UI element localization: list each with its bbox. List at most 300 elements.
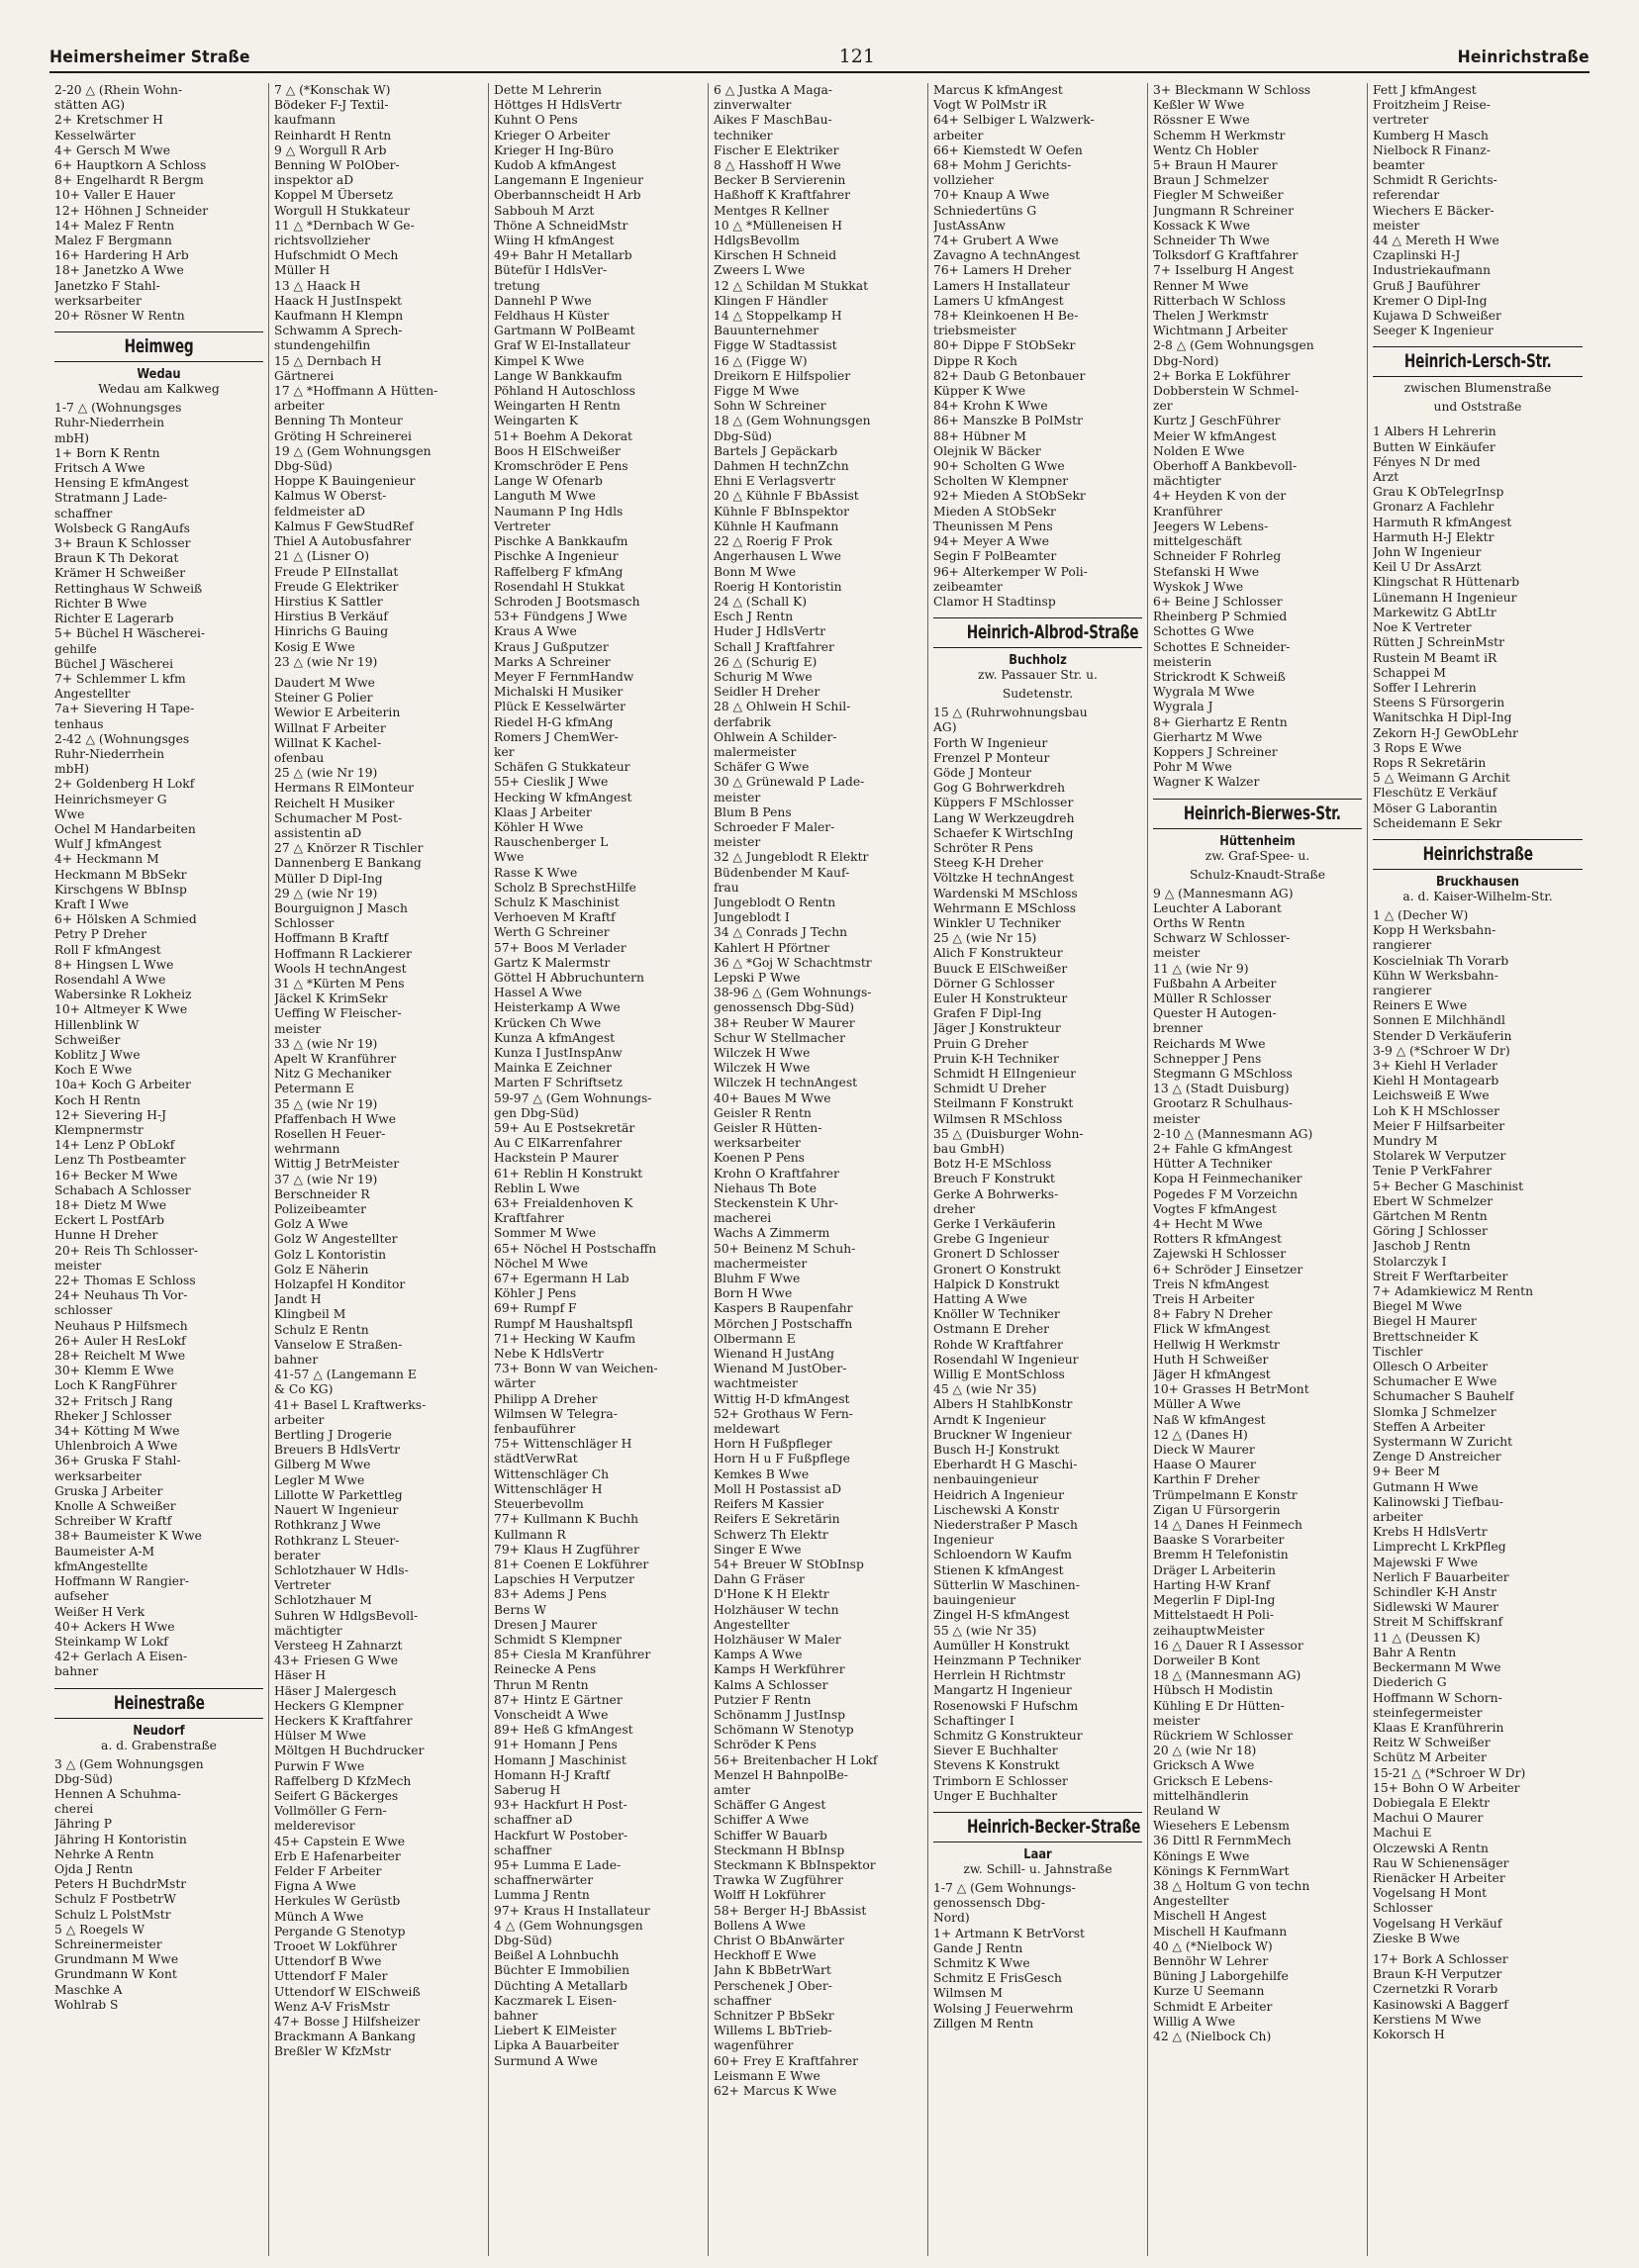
resident-entry: Kraft I Wwe bbox=[54, 897, 130, 911]
resident-entry: Dresen J Maurer bbox=[494, 1617, 598, 1632]
resident-entry: 75+ Wittenschläger H bbox=[494, 1437, 632, 1452]
resident-entry: Haase O Maurer bbox=[1153, 1458, 1256, 1472]
resident-entry: Kurze U Seemann bbox=[1153, 1984, 1265, 1999]
resident-entry: Halpick D Konstrukt bbox=[933, 1276, 1060, 1291]
resident-entry: Angestellter bbox=[1153, 1894, 1229, 1909]
resident-entry: 66+ Kiemstedt W Oefen bbox=[933, 142, 1083, 157]
resident-entry: Kahlert H Pförtner bbox=[714, 940, 830, 955]
resident-entry: Kopa H Feinmechaniker bbox=[1153, 1172, 1302, 1186]
resident-entry: Gerke A Bohrwerks- bbox=[933, 1186, 1059, 1201]
resident-entry: malermeister bbox=[714, 744, 797, 759]
resident-entry: Leuchter A Laborant bbox=[1153, 900, 1282, 915]
resident-entry: Heckhoff E Wwe bbox=[714, 1948, 817, 1963]
resident-entry: Gronert D Schlosser bbox=[933, 1247, 1060, 1262]
resident-entry: Mangartz H Ingenieur bbox=[933, 1683, 1072, 1698]
resident-entry: Butten W Einkäufer bbox=[1373, 439, 1495, 454]
resident-entry: Fett J kfmAngest bbox=[1373, 83, 1477, 97]
resident-entry: Ruhr-Niederrhein bbox=[54, 746, 165, 761]
resident-entry: assistentin aD bbox=[274, 825, 362, 840]
resident-entry: Wienand M JustOber- bbox=[714, 1362, 847, 1376]
resident-entry: Stienen K kfmAngest bbox=[933, 1562, 1064, 1577]
resident-entry: Roerig H Kontoristin bbox=[714, 579, 842, 594]
resident-entry: Wilmsen M bbox=[933, 1986, 1003, 2001]
resident-entry: arbeiter bbox=[933, 128, 984, 142]
resident-entry: Dahmen H technZchn bbox=[714, 459, 849, 474]
resident-entry: Kopp H Werksbahn- bbox=[1373, 923, 1496, 938]
resident-entry: Riedel H-G kfmAng bbox=[494, 714, 614, 729]
resident-entry: Naumann P Ing Hdls bbox=[494, 504, 624, 519]
resident-entry: Stegmann G MSchloss bbox=[1153, 1066, 1293, 1081]
resident-entry: zer bbox=[1153, 399, 1173, 414]
resident-entry: Figna A Wwe bbox=[274, 1879, 356, 1894]
resident-entry: Soffer I Lehrerin bbox=[1373, 680, 1477, 695]
resident-entry: Kiehl H Montagearb bbox=[1373, 1074, 1499, 1088]
column bbox=[1368, 83, 1588, 2256]
street-heading bbox=[933, 1812, 1142, 1843]
resident-entry: Stefanski H Wwe bbox=[1153, 564, 1260, 579]
resident-entry: meister bbox=[1153, 1713, 1201, 1728]
resident-entry: 22 △ Roerig F Prok bbox=[714, 534, 832, 549]
resident-entry: Kalmus W Oberst- bbox=[274, 489, 387, 504]
resident-entry: 7+ Isselburg H Angest bbox=[1153, 263, 1295, 278]
resident-entry: Bruckner W Ingenieur bbox=[933, 1427, 1072, 1442]
resident-entry: Büchel J Wäscherei bbox=[54, 656, 174, 671]
street-location-note: Sudetenstr. bbox=[1002, 687, 1074, 702]
resident-entry: Schönamm J JustInsp bbox=[714, 1707, 846, 1722]
resident-entry: Czaplinski H-J bbox=[1373, 248, 1461, 263]
resident-entry: Gande J Rentn bbox=[933, 1940, 1023, 1955]
resident-entry: Schröder K Pens bbox=[714, 1738, 817, 1752]
resident-entry: Jungeblodt I bbox=[714, 910, 790, 925]
resident-entry: Esch J Rentn bbox=[714, 610, 794, 624]
resident-entry: Raffelberg D KfzMech bbox=[274, 1773, 412, 1788]
resident-entry: Aikes F MaschBau- bbox=[714, 113, 832, 128]
resident-entry: mittelhändlerin bbox=[1153, 1788, 1249, 1803]
resident-entry: Jäger J Konstrukteur bbox=[933, 1021, 1061, 1036]
resident-entry: 6+ Hölsken A Schmied bbox=[54, 912, 197, 927]
resident-entry: Kunza I JustInspAnw bbox=[494, 1046, 623, 1060]
resident-entry: Golz E Näherin bbox=[274, 1262, 369, 1276]
resident-entry: 5+ Braun H Maurer bbox=[1153, 158, 1278, 173]
resident-entry: Schottes G Wwe bbox=[1153, 624, 1255, 639]
resident-entry: Nebe K HdlsVertr bbox=[494, 1347, 604, 1362]
resident-entry: Mundry M bbox=[1373, 1133, 1438, 1148]
resident-entry: Lamers U kfmAngest bbox=[933, 293, 1064, 308]
resident-entry: 38+ Baumeister K Wwe bbox=[54, 1529, 202, 1544]
resident-entry: beamter bbox=[1373, 158, 1425, 173]
resident-entry: Petry P Dreher bbox=[54, 927, 146, 942]
resident-entry: Wilczek H Wwe bbox=[714, 1061, 811, 1076]
resident-entry: Jähring P bbox=[54, 1817, 112, 1832]
resident-entry: Hackstein P Maurer bbox=[494, 1151, 619, 1166]
resident-entry: Hellwig H Werkmstr bbox=[1153, 1337, 1280, 1352]
resident-entry: Blum B Pens bbox=[714, 804, 792, 819]
resident-entry: Rothkranz J Wwe bbox=[274, 1518, 381, 1533]
street-heading bbox=[54, 331, 263, 362]
resident-entry: Bourguignon J Masch bbox=[274, 900, 408, 915]
resident-entry: Schwarz W Schlosser- bbox=[1153, 931, 1291, 946]
resident-entry: Dörner G Schlosser bbox=[933, 976, 1055, 991]
resident-entry: 52+ Grothaus W Fern- bbox=[714, 1406, 853, 1421]
resident-entry: Feldhaus H Küster bbox=[494, 309, 610, 324]
resident-entry: Aumüller H Konstrukt bbox=[933, 1638, 1070, 1653]
resident-entry: Dahn G Fräser bbox=[714, 1572, 805, 1587]
resident-entry: 62+ Marcus K Wwe bbox=[714, 2084, 837, 2099]
resident-entry: genossensch Dbg-Süd) bbox=[714, 1000, 855, 1015]
resident-entry: 38+ Reuber W Maurer bbox=[714, 1015, 855, 1030]
resident-entry: Vertreter bbox=[274, 1578, 332, 1593]
resident-entry: Freude P ElInstallat bbox=[274, 564, 399, 579]
resident-entry: feldmeister aD bbox=[274, 504, 366, 519]
resident-entry: Rotters R kfmAngest bbox=[1153, 1232, 1282, 1247]
resident-entry: Klempnermstr bbox=[54, 1123, 144, 1137]
resident-entry: Willig A Wwe bbox=[1153, 2014, 1236, 2029]
resident-entry: 82+ Daub G Betonbauer bbox=[933, 368, 1086, 383]
resident-entry: meisterin bbox=[1153, 654, 1212, 669]
resident-entry: Maschke A bbox=[54, 1982, 123, 1997]
resident-entry: Breuers B HdlsVertr bbox=[274, 1443, 400, 1458]
resident-entry: schaffner bbox=[54, 506, 113, 520]
resident-entry: Lipka A Bauarbeiter bbox=[494, 2038, 620, 2053]
resident-entry: 70+ Knaup A Wwe bbox=[933, 188, 1050, 203]
resident-entry: 15 △ Dernbach H bbox=[274, 353, 382, 368]
resident-entry: Tolksdorf G Kraftfahrer bbox=[1153, 248, 1299, 263]
resident-entry: Heckers K Kraftfahrer bbox=[274, 1713, 413, 1728]
resident-entry: Dobiegala E Elektr bbox=[1373, 1795, 1491, 1810]
resident-entry: Schroeder F Maler- bbox=[714, 819, 835, 834]
resident-entry: 3+ Kiehl H Verlader bbox=[1373, 1058, 1498, 1073]
resident-entry: Kalmus F GewStudRef bbox=[274, 519, 414, 533]
resident-entry: Sütterlin W Maschinen- bbox=[933, 1577, 1080, 1592]
resident-entry: Gog G Bohrwerkdreh bbox=[933, 781, 1066, 796]
resident-entry: Weingarten K bbox=[494, 414, 579, 428]
resident-entry: Geisler R Rentn bbox=[714, 1105, 812, 1120]
resident-entry: 2-20 △ (Rhein Wohn- bbox=[54, 83, 183, 97]
resident-entry: Kromschröder E Pens bbox=[494, 459, 628, 474]
resident-entry: tenhaus bbox=[54, 716, 104, 731]
resident-entry: 59+ Au E Postsekretär bbox=[494, 1121, 635, 1136]
resident-entry: Frenzel P Monteur bbox=[933, 750, 1050, 765]
resident-entry: frau bbox=[714, 880, 739, 895]
resident-entry: 8+ Hingsen L Wwe bbox=[54, 957, 174, 972]
resident-entry: gen Dbg-Süd) bbox=[494, 1105, 579, 1120]
resident-entry: Rops R Sekretärin bbox=[1373, 755, 1487, 770]
resident-entry: 96+ Alterkemper W Poli- bbox=[933, 564, 1088, 579]
resident-entry: Zillgen M Rentn bbox=[933, 2016, 1034, 2031]
resident-entry: Flick W kfmAngest bbox=[1153, 1322, 1271, 1337]
street-location-note: Wedau am Kalkweg bbox=[98, 382, 220, 397]
resident-entry: 17 △ *Hoffmann A Hütten- bbox=[274, 384, 438, 399]
resident-entry: Alich F Konstrukteur bbox=[933, 946, 1063, 961]
resident-entry: 1-7 △ (Gem Wohnungs- bbox=[933, 1880, 1076, 1895]
resident-entry: 7 △ (*Konschak W) bbox=[274, 83, 391, 97]
resident-entry: 44 △ Mereth H Wwe bbox=[1373, 234, 1499, 248]
resident-entry: stätten AG) bbox=[54, 98, 126, 113]
resident-entry: Figge M Wwe bbox=[714, 384, 800, 399]
resident-entry: Gutmann H Wwe bbox=[1373, 1479, 1479, 1494]
resident-entry: 15-21 △ (*Schroer W Dr) bbox=[1373, 1765, 1526, 1780]
resident-entry: Vogelsang H Verkäuf bbox=[1373, 1916, 1502, 1931]
resident-entry: Dorweiler B Kont bbox=[1153, 1653, 1260, 1667]
street-heading bbox=[933, 617, 1142, 648]
resident-entry: 9+ Beer M bbox=[1373, 1465, 1441, 1479]
resident-entry: Wools H technAngest bbox=[274, 961, 407, 976]
resident-entry: meister bbox=[54, 1258, 102, 1273]
column bbox=[269, 83, 489, 2256]
resident-entry: 2+ Goldenberg H Lokf bbox=[54, 777, 195, 792]
resident-entry: 68+ Mohm J Gerichts- bbox=[933, 158, 1072, 173]
resident-entry: 4+ Gersch M Wwe bbox=[54, 142, 170, 157]
resident-entry: Schmidt U Dreher bbox=[933, 1082, 1046, 1096]
resident-entry: Marten F Schriftsetz bbox=[494, 1076, 623, 1090]
resident-entry: Schappei M bbox=[1373, 665, 1447, 680]
resident-entry: 1+ Artmann K BetrVorst bbox=[933, 1926, 1085, 1940]
resident-entry: Braun K-H Verputzer bbox=[1373, 1967, 1502, 1982]
resident-entry: bahner bbox=[494, 2009, 538, 2023]
resident-entry: städtVerwRat bbox=[494, 1452, 578, 1466]
resident-entry: Pfaffenbach H Wwe bbox=[274, 1111, 397, 1126]
resident-entry: Treis H Arbeiter bbox=[1153, 1292, 1255, 1307]
resident-entry: Moll H Postassist aD bbox=[714, 1481, 842, 1496]
resident-entry: 56+ Breitenbacher H Lokf bbox=[714, 1752, 878, 1767]
resident-entry: Harting H-W Kranf bbox=[1153, 1577, 1271, 1592]
resident-entry: Bauunternehmer bbox=[714, 324, 820, 338]
resident-entry: Haack H JustInspekt bbox=[274, 293, 402, 308]
resident-entry: Schemm H Werkmstr bbox=[1153, 128, 1286, 142]
resident-entry: Jäckel K KrimSekr bbox=[274, 992, 388, 1006]
resident-entry: Rössner E Wwe bbox=[1153, 113, 1250, 128]
resident-entry: Michalski H Musiker bbox=[494, 685, 624, 700]
resident-entry: meister bbox=[1153, 946, 1201, 961]
resident-entry: Trimborn E Schlosser bbox=[933, 1773, 1068, 1788]
resident-entry: mittelgeschäft bbox=[1153, 534, 1242, 549]
resident-entry: Niederstraßer P Masch bbox=[933, 1518, 1078, 1533]
resident-entry: Zenge D Anstreicher bbox=[1373, 1450, 1501, 1465]
resident-entry: 7+ Schlemmer L kfm bbox=[54, 671, 186, 686]
resident-entry: 50+ Beinenz M Schuh- bbox=[714, 1241, 856, 1256]
resident-entry: 8 △ Hasshoff H Wwe bbox=[714, 158, 841, 173]
resident-entry: werksarbeiter bbox=[714, 1136, 801, 1151]
resident-entry: Gerke I Verkäuferin bbox=[933, 1217, 1056, 1232]
resident-entry: Steckmann H BbInsp bbox=[714, 1843, 845, 1857]
resident-entry: Kalms A Schlosser bbox=[714, 1677, 828, 1692]
resident-entry: 26+ Auler H ResLokf bbox=[54, 1333, 186, 1348]
resident-entry: Lepski P Wwe bbox=[714, 970, 801, 985]
resident-entry: Kamps A Wwe bbox=[714, 1648, 803, 1662]
resident-entry: 5 △ Roegels W bbox=[54, 1922, 145, 1937]
resident-entry: Strickrodt K Schweiß bbox=[1153, 669, 1286, 684]
resident-entry: Steilmann F Konstrukt bbox=[933, 1096, 1074, 1111]
resident-entry: Marks A Schreiner bbox=[494, 654, 611, 669]
resident-entry: Heisterkamp A Wwe bbox=[494, 1000, 621, 1015]
resident-entry: 31 △ *Kürten M Pens bbox=[274, 976, 405, 991]
resident-entry: stundengehilfin bbox=[274, 338, 371, 353]
resident-entry: derfabrik bbox=[714, 714, 772, 729]
resident-entry: Kesselwärter bbox=[54, 128, 136, 142]
resident-entry: Kirschgens W BbInsp bbox=[54, 882, 187, 897]
resident-entry: Knolle A Schweißer bbox=[54, 1499, 176, 1514]
resident-entry: zinverwalter bbox=[714, 98, 792, 113]
resident-entry: Schneider F Rohrleg bbox=[1153, 549, 1282, 564]
resident-entry: Grundmann M Wwe bbox=[54, 1952, 179, 1967]
resident-entry: Biegel M Wwe bbox=[1373, 1299, 1463, 1314]
resident-entry: Industriekaufmann bbox=[1373, 263, 1491, 278]
resident-entry: Baaske S Vorarbeiter bbox=[1153, 1533, 1285, 1548]
resident-entry: Froitzheim J Reise- bbox=[1373, 98, 1491, 113]
resident-entry: fenbauführer bbox=[494, 1422, 576, 1437]
street-name: Heinrich-Lersch-Str. bbox=[1403, 350, 1552, 373]
resident-entry: 42+ Gerlach A Eisen- bbox=[54, 1650, 188, 1664]
resident-entry: Nielbock R Finanz- bbox=[1373, 142, 1491, 157]
resident-entry: Figge W Stadtassist bbox=[714, 338, 837, 353]
resident-entry: 3+ Braun K Schlosser bbox=[54, 536, 191, 551]
resident-entry: Olczewski A Rentn bbox=[1373, 1841, 1489, 1855]
resident-entry: Ingenieur bbox=[933, 1533, 994, 1548]
resident-entry: Keßler W Wwe bbox=[1153, 98, 1245, 113]
resident-entry: Languth M Wwe bbox=[494, 489, 596, 504]
district-name: Bruckhausen bbox=[1436, 873, 1519, 890]
resident-entry: 8+ Engelhardt R Bergm bbox=[54, 173, 204, 188]
resident-entry: rangierer bbox=[1373, 983, 1432, 997]
resident-entry: Heinzmann P Techniker bbox=[933, 1653, 1082, 1667]
resident-entry: 10+ Grasses H BetrMont bbox=[1153, 1382, 1309, 1397]
resident-entry: Wanitschka H Dipl-Ing bbox=[1373, 710, 1512, 725]
resident-entry: Schäffer G Angest bbox=[714, 1798, 826, 1813]
resident-entry: 9 △ (Mannesmann AG) bbox=[1153, 886, 1294, 900]
resident-entry: Rothkranz L Steuer- bbox=[274, 1533, 400, 1548]
resident-entry: 5+ Becher G Maschinist bbox=[1373, 1179, 1524, 1193]
resident-entry: Megerlin F Dipl-Ing bbox=[1153, 1593, 1276, 1608]
resident-entry: Ojda J Rentn bbox=[54, 1861, 134, 1876]
resident-entry: Majewski F Wwe bbox=[1373, 1555, 1479, 1569]
resident-entry: Koscielniak Th Vorarb bbox=[1373, 953, 1509, 968]
resident-entry: 7+ Adamkiewicz M Rentn bbox=[1373, 1284, 1533, 1299]
resident-entry: Schmitz K Wwe bbox=[933, 1955, 1030, 1970]
resident-entry: 54+ Breuer W StObInsp bbox=[714, 1557, 864, 1571]
resident-entry: Schnitzer P BbSekr bbox=[714, 2009, 834, 2023]
resident-entry: Leismann E Wwe bbox=[714, 2068, 820, 2083]
resident-entry: Wilmsen R MSchloss bbox=[933, 1111, 1063, 1126]
directory-columns bbox=[49, 83, 1590, 2256]
resident-entry: 38-96 △ (Gem Wohnungs- bbox=[714, 986, 872, 1000]
resident-entry: 86+ Manszke B PolMstr bbox=[933, 414, 1083, 428]
street-location-note: und Oststraße bbox=[1433, 400, 1522, 415]
resident-entry: berater bbox=[274, 1548, 321, 1562]
resident-entry: Thrun M Rentn bbox=[494, 1677, 589, 1692]
resident-entry: Boos H ElSchweißer bbox=[494, 443, 621, 458]
resident-entry: mächtigter bbox=[1153, 474, 1221, 489]
resident-entry: Noe K Vertreter bbox=[1373, 620, 1472, 635]
resident-entry: 2-8 △ (Gem Wohnungsgen bbox=[1153, 338, 1314, 353]
resident-entry: mächtigter bbox=[274, 1623, 342, 1638]
resident-entry: Rettinghaus W Schweiß bbox=[54, 581, 203, 596]
resident-entry: Forth W Ingenieur bbox=[933, 735, 1048, 750]
resident-entry: Albers H StahlbKonstr bbox=[933, 1397, 1073, 1412]
resident-entry: Dbg-Süd) bbox=[714, 428, 772, 443]
resident-entry: Ueffing W Fleischer- bbox=[274, 1006, 402, 1021]
resident-entry: Zweers L Wwe bbox=[714, 263, 806, 278]
resident-entry: Trooet W Lokführer bbox=[274, 1938, 398, 1953]
resident-entry: 11 △ (wie Nr 9) bbox=[1153, 961, 1249, 976]
resident-entry: 6+ Hauptkorn A Schloss bbox=[54, 158, 207, 173]
resident-entry: 84+ Krohn K Wwe bbox=[933, 399, 1048, 414]
resident-entry: Klaas J Arbeiter bbox=[494, 804, 592, 819]
resident-entry: Mischell H Angest bbox=[1153, 1909, 1267, 1924]
resident-entry: Wardenski M MSchloss bbox=[933, 886, 1078, 900]
resident-entry: Limprecht L KrkPfleg bbox=[1373, 1540, 1506, 1555]
resident-entry: Vollmöller G Fern- bbox=[274, 1804, 387, 1819]
resident-entry: Marcus K kfmAngest bbox=[933, 83, 1063, 97]
resident-entry: Peters H BuchdrMstr bbox=[54, 1877, 187, 1892]
resident-entry: Rosenowski F Hufschm bbox=[933, 1698, 1079, 1713]
resident-entry: Markewitz G AbtLtr bbox=[1373, 605, 1496, 619]
resident-entry: Wilmsen W Telegra- bbox=[494, 1406, 618, 1421]
resident-entry: Hütter A Techniker bbox=[1153, 1157, 1273, 1172]
resident-entry: Arzt bbox=[1373, 470, 1399, 485]
resident-entry: Orths W Rentn bbox=[1153, 915, 1245, 930]
resident-entry: Horn H Fußpfleger bbox=[714, 1437, 832, 1452]
resident-entry: 2-10 △ (Mannesmann AG) bbox=[1153, 1126, 1313, 1141]
district-name: Wedau bbox=[137, 366, 181, 383]
resident-entry: 21 △ (Lisner O) bbox=[274, 549, 369, 564]
resident-entry: inspektor aD bbox=[274, 173, 354, 188]
resident-entry: Jahn K BbBetrWart bbox=[714, 1963, 831, 1978]
resident-entry: Schumacher S Bauhelf bbox=[1373, 1389, 1514, 1404]
resident-entry: Niehaus Th Bote bbox=[714, 1181, 818, 1195]
resident-entry: Uttendorf B Wwe bbox=[274, 1954, 382, 1969]
resident-entry: Jungmann R Schreiner bbox=[1153, 203, 1294, 218]
resident-entry: 59-97 △ (Gem Wohnungs- bbox=[494, 1090, 652, 1105]
resident-entry: 4+ Hecht M Wwe bbox=[1153, 1217, 1263, 1232]
resident-entry: Werth G Schreiner bbox=[494, 925, 610, 940]
resident-entry: triebsmeister bbox=[933, 324, 1016, 338]
resident-entry: 67+ Egermann H Lab bbox=[494, 1272, 629, 1286]
resident-entry: Jungeblodt O Rentn bbox=[714, 895, 836, 909]
resident-entry: 3-9 △ (*Schroer W Dr) bbox=[1373, 1043, 1510, 1058]
resident-entry: 15 △ (Ruhrwohnungsbau bbox=[933, 706, 1088, 720]
resident-entry: 47+ Bosse J Hilfsheizer bbox=[274, 2015, 421, 2029]
resident-entry: Born H Wwe bbox=[714, 1286, 793, 1301]
street-name: Heinrich-Bierwes-Str. bbox=[1183, 802, 1341, 824]
resident-entry: Purwin F Wwe bbox=[274, 1758, 365, 1773]
resident-entry: Hoffmann R Lackierer bbox=[274, 946, 412, 961]
resident-entry: Loh K H MSchlosser bbox=[1373, 1103, 1500, 1118]
resident-entry: Willems L BbTrieb- bbox=[714, 2024, 832, 2038]
resident-entry: Clamor H Stadtinsp bbox=[933, 594, 1056, 609]
street-name: Heinrich-Albrod-Straße bbox=[966, 621, 1139, 644]
resident-entry: Rosendahl A Wwe bbox=[54, 972, 166, 987]
resident-entry: Lange W Bankkaufm bbox=[494, 368, 623, 383]
resident-entry: 55 △ (wie Nr 35) bbox=[933, 1623, 1037, 1638]
resident-entry: Liebert K ElMeister bbox=[494, 2024, 617, 2038]
resident-entry: Fritsch A Wwe bbox=[54, 461, 145, 476]
resident-entry: bahner bbox=[54, 1664, 99, 1679]
resident-entry: 8+ Fabry N Dreher bbox=[1153, 1307, 1273, 1322]
resident-entry: Hermans R ElMonteur bbox=[274, 781, 415, 796]
resident-entry: Ebert W Schmelzer bbox=[1373, 1193, 1494, 1208]
resident-entry: Mainka E Zeichner bbox=[494, 1061, 612, 1076]
street-location-note: a. d. Grabenstraße bbox=[101, 1738, 217, 1752]
resident-entry: Harmuth H-J Elektr bbox=[1373, 529, 1494, 544]
resident-entry: 22+ Thomas E Schloss bbox=[54, 1274, 196, 1288]
resident-entry: Schröter R Pens bbox=[933, 840, 1033, 855]
resident-entry: Bartels J Gepäckarb bbox=[714, 443, 838, 458]
resident-entry: 45+ Capstein E Wwe bbox=[274, 1834, 406, 1848]
resident-entry: Rosendahl W Ingenieur bbox=[933, 1352, 1079, 1367]
resident-entry: Völtzke H technAngest bbox=[933, 871, 1074, 886]
resident-entry: 94+ Meyer A Wwe bbox=[933, 534, 1049, 549]
resident-entry: Schweißer bbox=[54, 1032, 121, 1047]
